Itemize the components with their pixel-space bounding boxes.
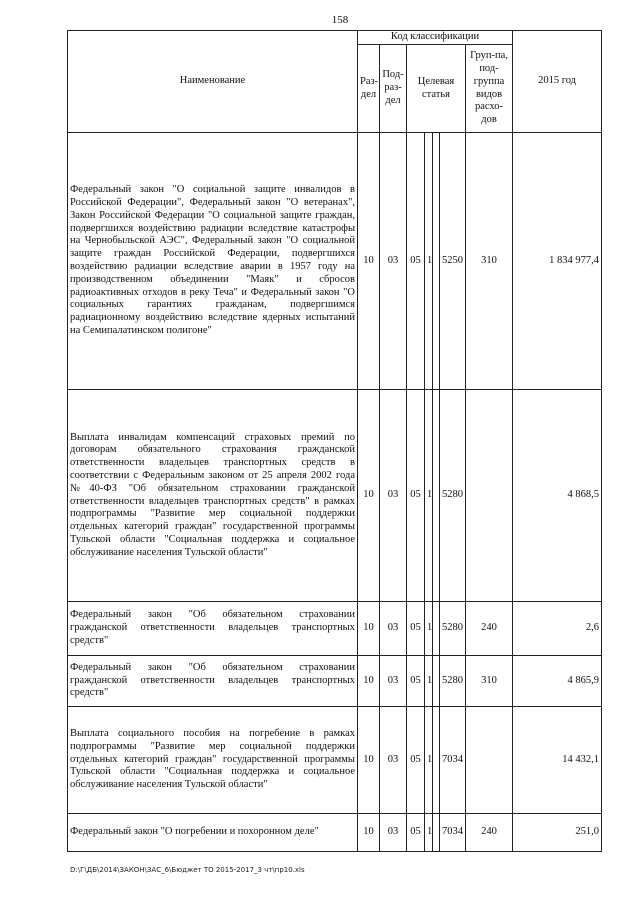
row-target-1: 05 (407, 814, 425, 852)
row-target-4: 5250 (440, 133, 466, 390)
row-name: Федеральный закон "О погребении и похоронном деле" (68, 814, 358, 852)
table-row (68, 390, 602, 602)
row-target-3 (433, 133, 440, 390)
row-section: 10 (358, 390, 380, 602)
table-row (68, 707, 602, 814)
row-amount: 1 834 977,4 (513, 133, 602, 390)
row-subsection: 03 (380, 707, 407, 814)
row-section: 10 (358, 602, 380, 656)
row-target-2: 1 (425, 602, 433, 656)
row-amount: 14 432,1 (513, 707, 602, 814)
row-target-4: 5280 (440, 390, 466, 602)
row-name: Федеральный закон "Об обязательном страховании гражданской ответственности владельцев транспортных средств" (68, 602, 358, 656)
header-year: 2015 год (513, 31, 602, 133)
row-group (466, 707, 513, 814)
row-name: Федеральный закон "Об обязательном страховании гражданской ответственности владельцев транспортных средств" (68, 656, 358, 707)
table-row (68, 133, 602, 390)
row-amount: 4 865,9 (513, 656, 602, 707)
row-target-1: 05 (407, 602, 425, 656)
row-target-1: 05 (407, 707, 425, 814)
table-row (68, 602, 602, 656)
row-subsection: 03 (380, 390, 407, 602)
row-target-3 (433, 656, 440, 707)
row-target-4: 5280 (440, 656, 466, 707)
row-subsection: 03 (380, 656, 407, 707)
header-section: Раз-дел (358, 45, 380, 133)
row-section: 10 (358, 814, 380, 852)
row-target-1: 05 (407, 390, 425, 602)
row-target-3 (433, 602, 440, 656)
row-name: Федеральный закон "О социальной защите инвалидов в Российской Федерации", Федеральный закон "О ветеранах", Закон Российской Федерации "О социальной защите граждан, подвергшихся воздействию радиации вследствие катастрофы на Чернобыльской АЭС", Федеральный закон "О социальной защите граждан Российской Федерации, подвергшихся воздействию радиации вследствие аварии в 1957 году на производственном объединении "Маяк" и сбросов радиоактивных отходов в реку Теча" и Федеральный закон "О социальных гарантиях гражданам, подвергшимся радиационному воздействию вследствие ядерных испытаний на Семипалатинском полигоне" (68, 133, 358, 390)
header-name: Наименование (68, 31, 358, 133)
page-number: 158 (331, 14, 349, 26)
row-section: 10 (358, 656, 380, 707)
row-group: 310 (466, 133, 513, 390)
header-row-1 (68, 31, 602, 45)
row-target-2: 1 (425, 390, 433, 602)
row-target-1: 05 (407, 133, 425, 390)
row-amount: 251,0 (513, 814, 602, 852)
table-row (68, 814, 602, 852)
row-subsection: 03 (380, 133, 407, 390)
row-subsection: 03 (380, 602, 407, 656)
row-target-2: 1 (425, 133, 433, 390)
row-target-2: 1 (425, 707, 433, 814)
row-target-4: 5280 (440, 602, 466, 656)
row-subsection: 03 (380, 814, 407, 852)
row-target-1: 05 (407, 656, 425, 707)
row-group: 240 (466, 814, 513, 852)
file-path: D:\Г\ДБ\2014\ЗАКОН\ЗАС_6\Бюджет ТО 2015-2017_3 чт\пр10.xls (70, 866, 305, 874)
row-name: Выплата инвалидам компенсаций страховых премий по договорам обязательного страхования гражданской ответственности владельцев транспортных средств в соответствии с Федеральным законом от 25 апреля 2002 года №40-ФЗ "Об обязательном страховании гражданской ответственности владельцев транспортных средств" в рамках подпрограммы "Развитие мер социальной поддержки отдельных категорий граждан" государственной программы Тульской области "Социальная поддержка и социальное обслуживание населения Тульской области" (68, 390, 358, 602)
row-section: 10 (358, 707, 380, 814)
header-expense-group: Груп-па, под-группа видов расхо-дов (466, 45, 513, 133)
row-target-2: 1 (425, 656, 433, 707)
row-group: 310 (466, 656, 513, 707)
table-row (68, 656, 602, 707)
header-target-article: Целевая статья (407, 45, 466, 133)
header-subsection: Под-раз-дел (380, 45, 407, 133)
row-target-2: 1 (425, 814, 433, 852)
row-section: 10 (358, 133, 380, 390)
row-target-3 (433, 814, 440, 852)
row-target-3 (433, 390, 440, 602)
row-target-4: 7034 (440, 707, 466, 814)
row-target-4: 7034 (440, 814, 466, 852)
row-name: Выплата социального пособия на погребение в рамках подпрограммы "Развитие мер социальной поддержки отдельных категорий граждан" государственной программы Тульской области "Социальная поддержка и социальное обслуживание населения Тульской области" (68, 707, 358, 814)
row-amount: 2,6 (513, 602, 602, 656)
budget-table (67, 30, 602, 852)
header-classification: Код классификации (358, 31, 513, 45)
row-target-3 (433, 707, 440, 814)
row-group: 240 (466, 602, 513, 656)
row-group (466, 390, 513, 602)
row-amount: 4 868,5 (513, 390, 602, 602)
